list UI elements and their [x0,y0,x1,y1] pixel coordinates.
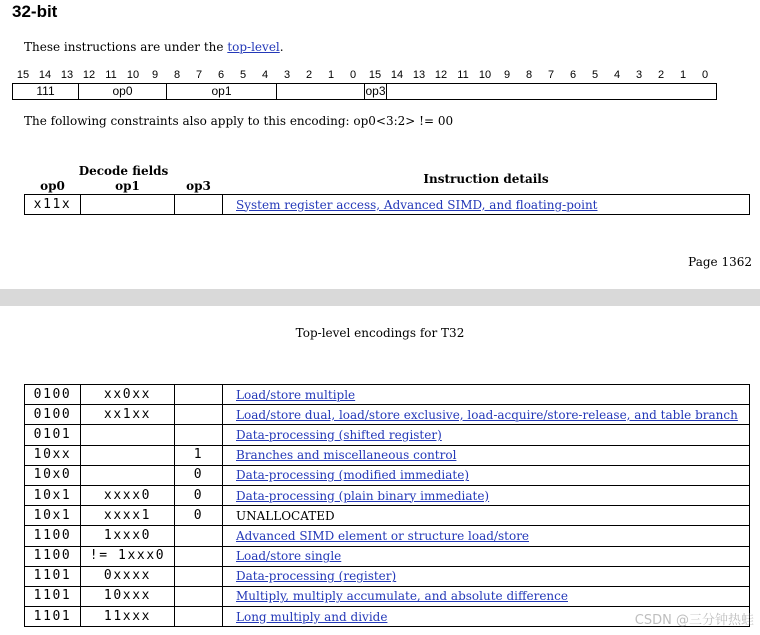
instruction-class-link[interactable]: Branches and miscellaneous control [236,448,457,463]
encoding-field-op0: op0 [78,83,167,100]
intro-text-lead: These instructions are under the [24,40,224,54]
encoding-field-op3: op3 [365,84,386,98]
cell-op1 [81,425,175,445]
cell-op3 [175,546,223,566]
cell-details [223,546,750,566]
cell-op0: 10x0 [25,465,81,485]
cell-op1: 0xxxx [81,566,175,586]
cell-op0: 1100 [25,526,81,546]
bit-number: 3 [283,69,291,81]
cell-op0: x11x [25,195,81,215]
table-row [25,195,750,215]
section-heading: 32-bit [12,2,58,21]
cell-op1 [81,445,175,465]
table-row [25,607,750,627]
intro-text [24,39,284,55]
page-number: Page 1362 [688,255,752,269]
cell-op1: xx0xx [81,385,175,405]
column-header-op3: op3 [186,179,211,193]
cell-op0: 1101 [25,586,81,606]
cell-op0: 0101 [25,425,81,445]
bit-number: 4 [261,69,269,81]
instruction-class-link[interactable]: Multiply, multiply accumulate, and absolute difference [236,589,568,604]
cell-op3: 1 [175,445,223,465]
bit-number: 12 [82,69,96,81]
bit-number: 7 [547,69,555,81]
cell-op0: 1100 [25,546,81,566]
cell-op0: 10x1 [25,485,81,505]
top-level-link[interactable]: top-level [227,40,280,54]
bit-number: 15 [368,69,382,81]
bit-number: 9 [503,69,511,81]
bit-number: 15 [16,69,30,81]
bit-number: 6 [569,69,577,81]
bit-number: 11 [105,69,117,81]
table-row [25,526,750,546]
instruction-class-link[interactable]: Long multiply and divide [236,609,388,624]
cell-op1: 1xxx0 [81,526,175,546]
encoding-field-111: 111 [12,83,79,100]
bit-number: 13 [60,69,74,81]
bit-number: 3 [635,69,643,81]
bit-number: 10 [126,69,140,81]
cell-details: UNALLOCATED [223,506,750,526]
cell-details [223,195,750,215]
instruction-class-link[interactable]: Load/store single [236,549,342,564]
table-row [25,566,750,586]
bit-number: 14 [390,69,404,81]
table-title: Top-level encodings for T32 [295,326,465,340]
instruction-class-link[interactable]: Data-processing (register) [236,569,397,584]
bit-number: 0 [349,69,357,81]
bit-number: 2 [305,69,313,81]
cell-details [223,607,750,627]
decode-fields-header: Decode fields [78,164,169,178]
bit-number: 9 [151,69,159,81]
bit-number: 8 [525,69,533,81]
instruction-class-link[interactable]: Load/store multiple [236,387,356,402]
instruction-class-link[interactable]: Data-processing (shifted register) [236,427,442,442]
cell-op3 [175,195,223,215]
cell-op3 [175,385,223,405]
cell-op1 [81,195,175,215]
instruction-class-link[interactable]: Data-processing (modified immediate) [236,468,470,483]
bit-number: 10 [478,69,492,81]
encoding-field-unnamed [276,83,365,100]
instruction-class-link[interactable]: Load/store dual, load/store exclusive, load-acquire/store-release, and table branch [236,407,738,422]
cell-details [223,566,750,586]
table-row [25,405,750,425]
cell-op3 [175,566,223,586]
encoding-field-op1: op1 [166,83,277,100]
cell-op3: 0 [175,506,223,526]
cell-op1: != 1xxx0 [81,546,175,566]
table-row [25,425,750,445]
bit-number: 8 [173,69,181,81]
bit-number: 0 [701,69,709,81]
cell-op3 [175,607,223,627]
encoding-diagram [0,68,760,101]
cell-details [223,445,750,465]
table-row [25,586,750,606]
cell-op1: xxxx1 [81,506,175,526]
cell-op1: 10xxx [81,586,175,606]
table-row [25,546,750,566]
bit-number: 4 [613,69,621,81]
bit-number: 2 [657,69,665,81]
table-row [25,485,750,505]
cell-op3: 0 [175,465,223,485]
bit-number: 1 [679,69,687,81]
bit-number: 12 [434,69,448,81]
bit-number: 5 [591,69,599,81]
bit-number: 11 [457,69,469,81]
table-row [25,506,750,526]
cell-details [223,485,750,505]
bit-number: 13 [412,69,426,81]
watermark: CSDN @三分钟热蛙 [634,613,754,628]
bit-number: 6 [217,69,225,81]
decode-table [24,164,750,215]
page-gap [0,289,760,306]
column-header-op0: op0 [40,179,65,193]
cell-op0: 0100 [25,385,81,405]
cell-details [223,465,750,485]
instruction-class-link[interactable]: System register access, Advanced SIMD, and floating-point [236,197,598,212]
cell-details [223,425,750,445]
cell-op1: 11xxx [81,607,175,627]
encoding-field-unnamed [386,83,717,100]
cell-op0: 1101 [25,566,81,586]
instruction-class-link[interactable]: Advanced SIMD element or structure load/store [236,528,530,543]
cell-op1: xx1xx [81,405,175,425]
cell-op3 [175,405,223,425]
cell-op1 [81,465,175,485]
instruction-details-header: Instruction details [423,171,549,186]
cell-op0: 0100 [25,405,81,425]
t32-encodings-table [24,384,750,627]
cell-details [223,405,750,425]
bit-number: 5 [239,69,247,81]
table-row [25,465,750,485]
table-row [25,385,750,405]
constraint-text: The following constraints also apply to this encoding: op0<3:2> != 00 [24,114,454,128]
cell-op3 [175,526,223,546]
column-header-op1: op1 [115,179,140,193]
bit-number: 7 [195,69,203,81]
cell-op0: 10x1 [25,506,81,526]
bit-number: 14 [38,69,52,81]
bit-number: 1 [327,69,335,81]
cell-op0: 10xx [25,445,81,465]
cell-op3 [175,586,223,606]
header-row [25,164,750,179]
cell-details [223,526,750,546]
cell-op1: xxxx0 [81,485,175,505]
cell-op3 [175,425,223,445]
instruction-class-link[interactable]: Data-processing (plain binary immediate) [236,488,490,503]
intro-text-end: . [279,40,284,54]
cell-details [223,586,750,606]
table-row [25,445,750,465]
cell-details [223,385,750,405]
cell-op0: 1101 [25,607,81,627]
cell-op3: 0 [175,485,223,505]
